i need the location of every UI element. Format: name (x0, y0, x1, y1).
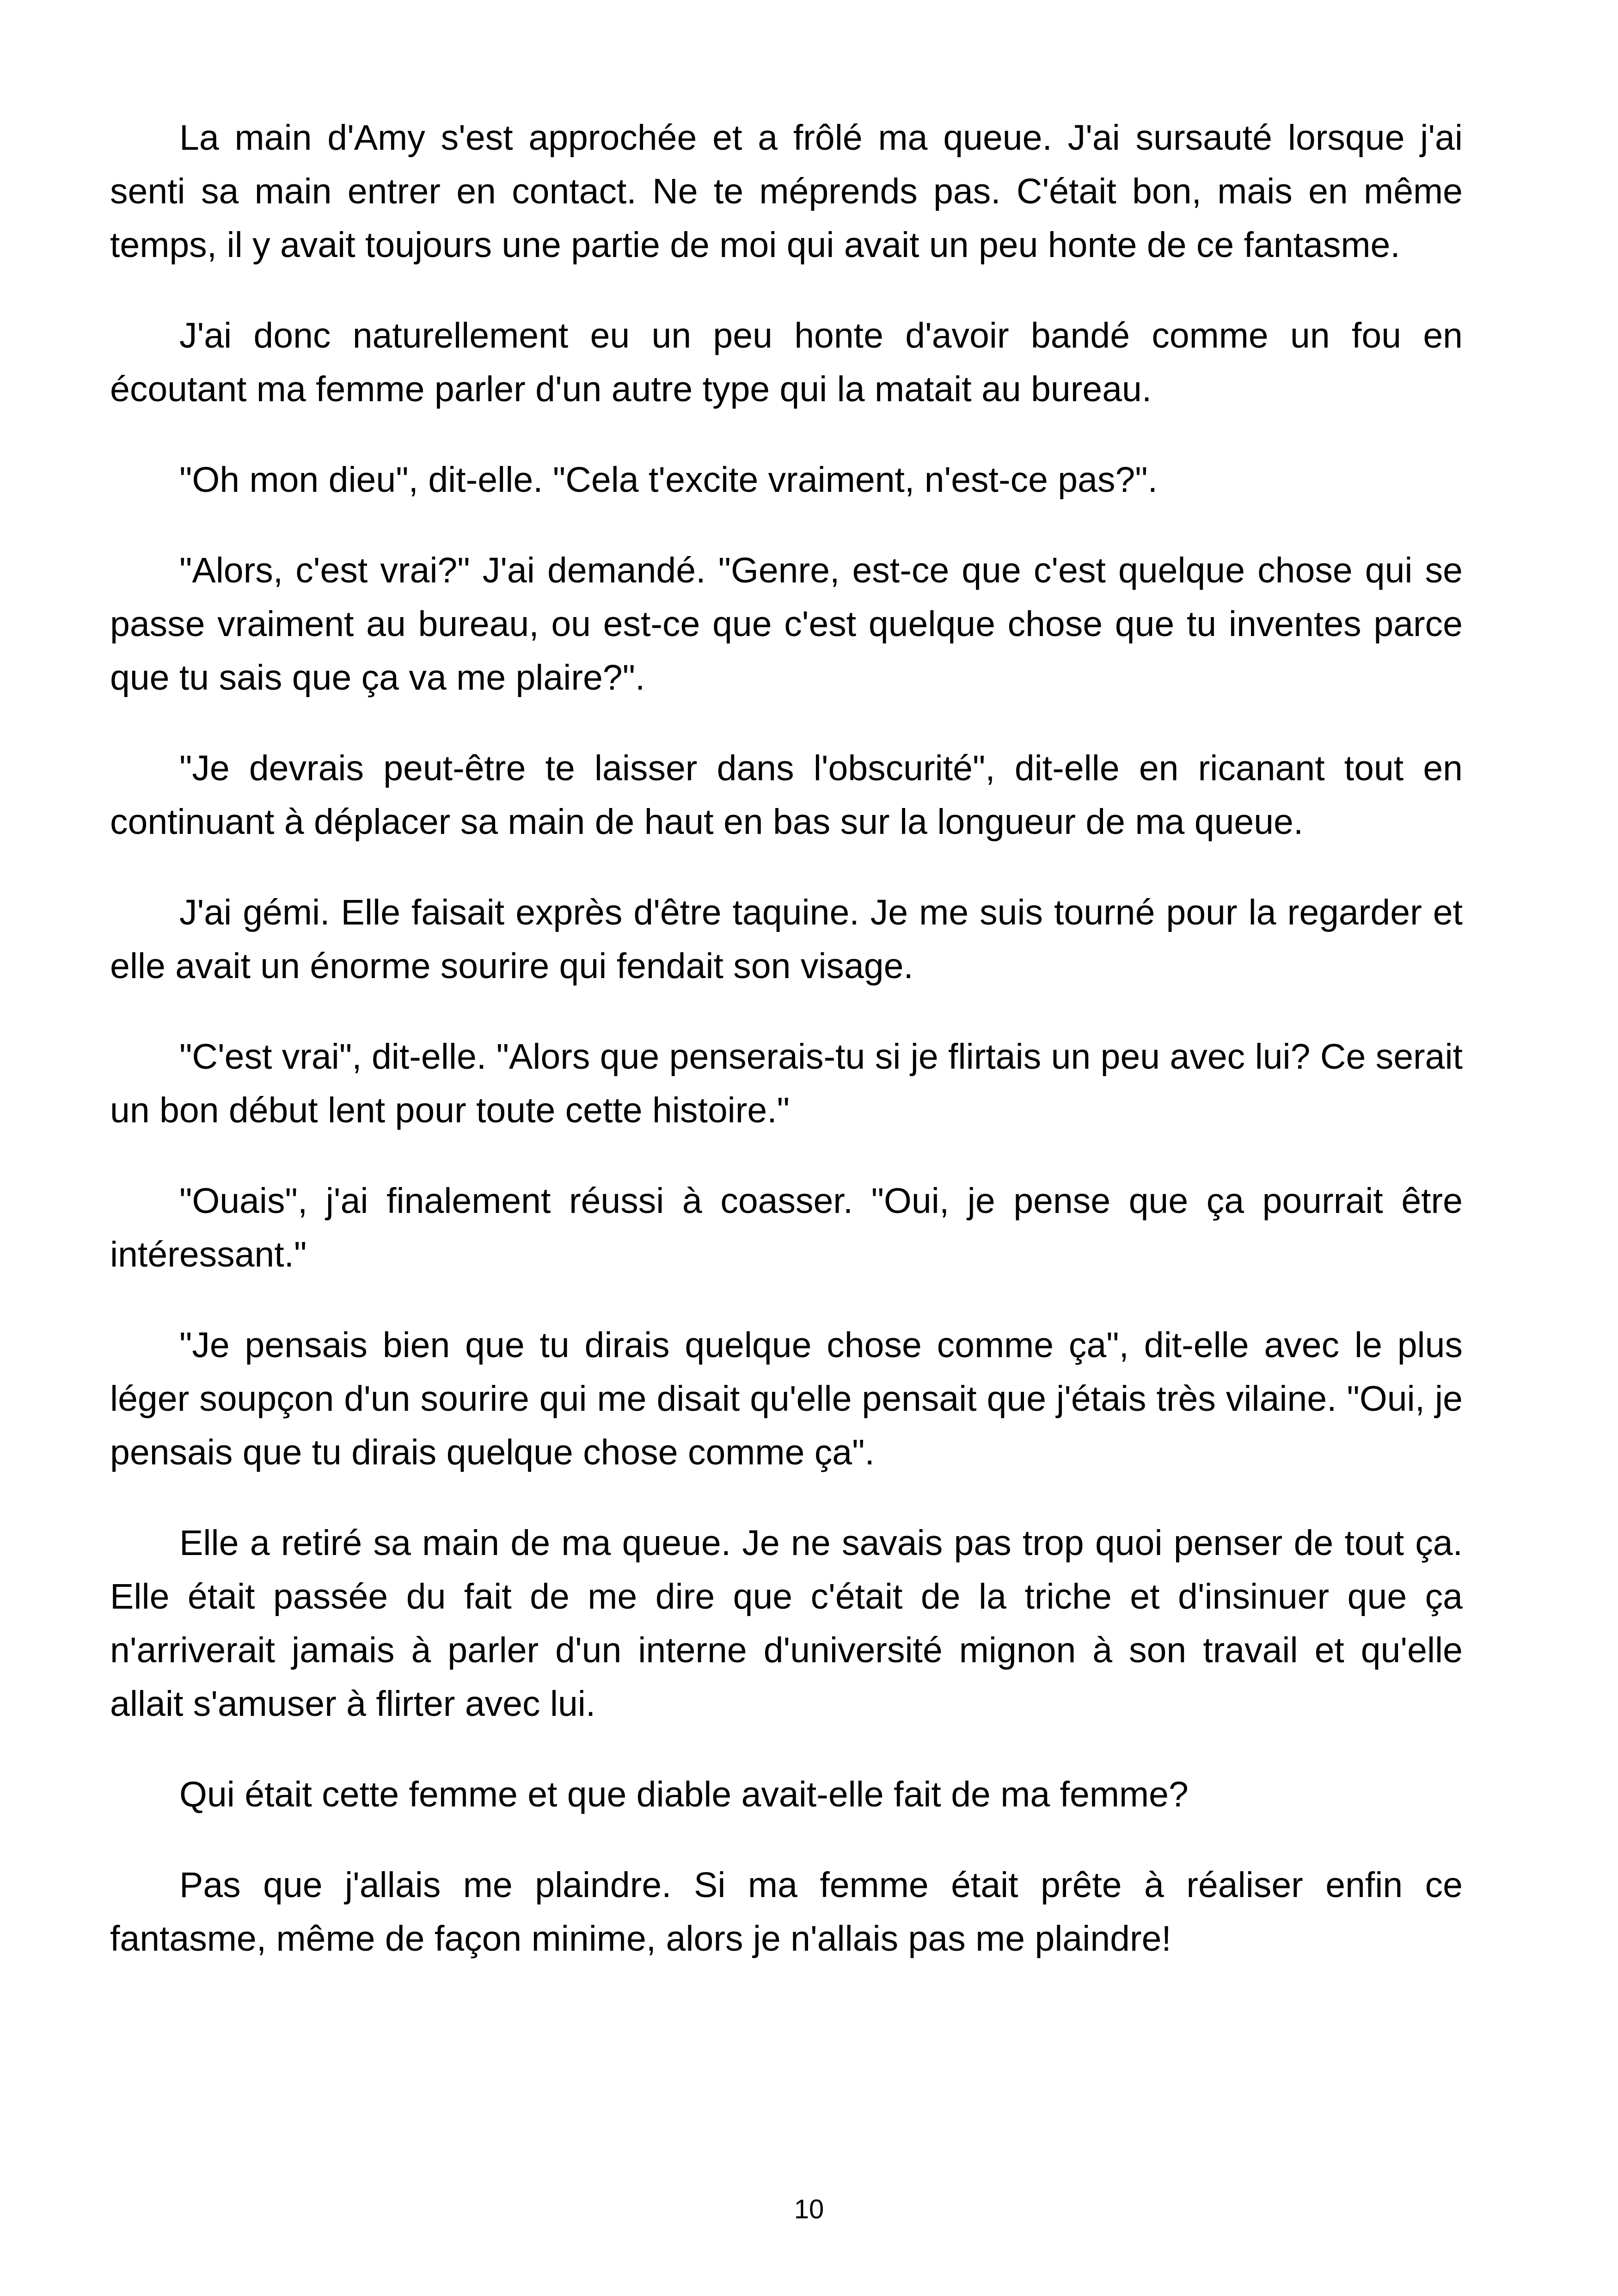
paragraph: "C'est vrai", dit-elle. "Alors que penserais-tu si je flirtais un peu avec lui? Ce serait un bon début lent pour toute cette histoire." (110, 1037, 1463, 1130)
paragraph: "Je pensais bien que tu dirais quelque chose comme ça", dit-elle avec le plus léger soupçon d'un sourire qui me disait qu'elle pensait que j'étais très vilaine. "Oui, je pensais que tu dirais quelque chose comme ça". (110, 1325, 1463, 1472)
paragraph: Qui était cette femme et que diable avait-elle fait de ma femme? (179, 1775, 1189, 1814)
paragraph: La main d'Amy s'est approchée et a frôlé ma queue. J'ai sursauté lorsque j'ai senti sa main entrer en contact. Ne te méprends pas. C'était bon, mais en même temps, il y avait toujours une partie de moi qui avait un peu honte de ce fantasme. (110, 118, 1463, 265)
paragraph: Elle a retiré sa main de ma queue. Je ne savais pas trop quoi penser de tout ça. Elle était passée du fait de me dire que c'était de la triche et d'insinuer que ça n'arriverait jamais à parler d'un interne d'université mignon à son travail et qu'elle allait s'amuser à flirter avec lui. (110, 1523, 1463, 1724)
paragraph: "Je devrais peut-être te laisser dans l'obscurité", dit-elle en ricanant tout en continuant à déplacer sa main de haut en bas sur la longueur de ma queue. (110, 748, 1463, 842)
page-number: 10 (794, 2194, 824, 2224)
paragraph: "Ouais", j'ai finalement réussi à coasser. "Oui, je pense que ça pourrait être intéressant." (110, 1181, 1463, 1274)
paragraph: "Alors, c'est vrai?" J'ai demandé. "Genre, est-ce que c'est quelque chose qui se passe vraiment au bureau, ou est-ce que c'est quelque chose que tu inventes parce que tu sais que ça va me plaire?". (110, 551, 1463, 698)
paragraph: Pas que j'allais me plaindre. Si ma femme était prête à réaliser enfin ce fantasme, même de façon minime, alors je n'allais pas me plaindre! (110, 1865, 1463, 1959)
body-text (110, 111, 1463, 2002)
paragraph: "Oh mon dieu", dit-elle. "Cela t'excite vraiment, n'est-ce pas?". (179, 460, 1158, 500)
paragraph: J'ai donc naturellement eu un peu honte d'avoir bandé comme un fou en écoutant ma femme parler d'un autre type qui la matait au bureau. (110, 316, 1463, 409)
paragraph: J'ai gémi. Elle faisait exprès d'être taquine. Je me suis tourné pour la regarder et elle avait un énorme sourire qui fendait son visage. (110, 893, 1463, 986)
